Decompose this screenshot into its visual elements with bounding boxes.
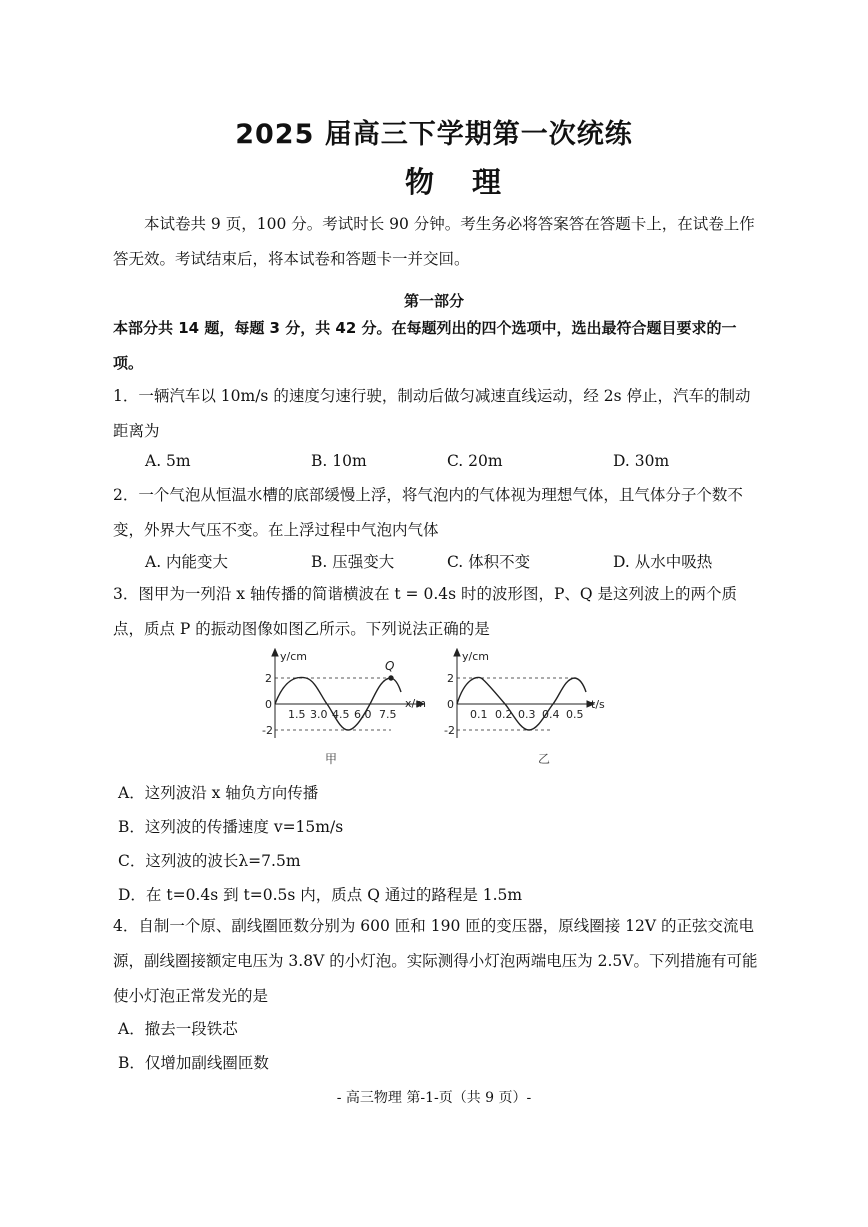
jia-y-label: y/cm <box>280 650 307 663</box>
q1-option-b: B. 10m <box>311 452 367 470</box>
yi-ttick-4: 0.4 <box>542 708 560 721</box>
jia-xtick-2: 3.0 <box>310 708 328 721</box>
wave-figures <box>255 648 635 773</box>
jia-xtick-3: 4.5 <box>332 708 350 721</box>
jia-origin: 0 <box>265 698 272 711</box>
q2-option-a: A. 内能变大 <box>145 553 229 571</box>
q3-option-a: A．这列波沿 x 轴负方向传播 <box>118 784 319 802</box>
question-4-stem: 4．自制一个原、副线圈匝数分别为 600 匝和 190 匝的变压器，原线圈接 12V 的正弦交流电源，副线圈接额定电压为 3.8V 的小灯泡。实际测得小灯泡两端电压为 2.5V。下列措施有可能使小灯泡正常发光的是 <box>113 917 758 1005</box>
exam-title: 2025 届高三下学期第一次统练 <box>235 119 633 150</box>
jia-q-label: Q <box>385 659 395 673</box>
jia-x-label: x/m <box>405 697 426 710</box>
question-1-stem: 1．一辆汽车以 10m/s 的速度匀速行驶，制动后做匀减速直线运动，经 2s 停止，汽车的制动距离为 <box>113 387 751 440</box>
part-instructions: 本部分共 14 题，每题 3 分，共 42 分。在每题列出的四个选项中，选出最符合题目要求的一项。 <box>113 319 737 372</box>
yi-ttick-1: 0.1 <box>470 708 488 721</box>
question-3-stem: 3．图甲为一列沿 x 轴传播的简谐横波在 t = 0.4s 时的波形图，P、Q 是这列波上的两个质点，质点 P 的振动图像如图乙所示。下列说法正确的是 <box>113 585 738 638</box>
q1-option-c: C. 20m <box>447 452 503 470</box>
jia-y-arrow <box>272 649 278 656</box>
page-footer: - 高三物理 第-1-页（共 9 页）- <box>336 1090 532 1106</box>
yi-y-arrow <box>454 649 460 656</box>
subject-title: 物理 <box>404 165 539 199</box>
yi-ytick-neg2: -2 <box>444 724 455 737</box>
q4-option-b: B．仅增加副线圈匝数 <box>118 1054 269 1072</box>
q2-option-c: C. 体积不变 <box>447 553 531 571</box>
jia-ytick-neg2: -2 <box>262 724 273 737</box>
q3-option-d: D．在 t=0.4s 到 t=0.5s 内，质点 Q 通过的路程是 1.5m <box>118 886 523 904</box>
q1-option-d: D. 30m <box>613 452 670 470</box>
jia-xtick-1: 1.5 <box>288 708 306 721</box>
q3-option-b: B．这列波的传播速度 v=15m/s <box>118 818 344 836</box>
intro-paragraph: 本试卷共 9 页，100 分。考试时长 90 分钟。考生务必将答案答在答题卡上，在试卷上作答无效。考试结束后，将本试卷和答题卡一并交回。 <box>113 215 755 268</box>
jia-ytick-2: 2 <box>265 672 272 685</box>
question-2-stem: 2．一个气泡从恒温水槽的底部缓慢上浮，将气泡内的气体视为理想气体，且气体分子个数不变，外界大气压不变。在上浮过程中气泡内气体 <box>113 486 743 539</box>
yi-t-label: t/s <box>591 698 605 711</box>
yi-ytick-2: 2 <box>447 672 454 685</box>
yi-caption: 乙 <box>538 752 551 766</box>
q2-option-d: D. 从水中吸热 <box>613 553 713 571</box>
q1-option-a: A. 5m <box>145 452 191 470</box>
jia-xtick-5: 7.5 <box>379 708 397 721</box>
jia-point-q <box>389 676 393 680</box>
q2-option-b: B. 压强变大 <box>311 553 395 571</box>
yi-origin: 0 <box>447 698 454 711</box>
jia-xtick-4: 6.0 <box>354 708 372 721</box>
q3-option-c: C．这列波的波长λ=7.5m <box>118 852 301 870</box>
yi-ttick-5: 0.5 <box>566 708 584 721</box>
yi-ttick-3: 0.3 <box>518 708 536 721</box>
part-heading: 第一部分 <box>403 292 464 310</box>
yi-y-label: y/cm <box>462 650 489 663</box>
jia-caption: 甲 <box>325 752 338 766</box>
yi-ttick-2: 0.2 <box>495 708 513 721</box>
question-2-options <box>145 550 745 580</box>
q4-option-a: A．撤去一段铁芯 <box>118 1020 238 1038</box>
